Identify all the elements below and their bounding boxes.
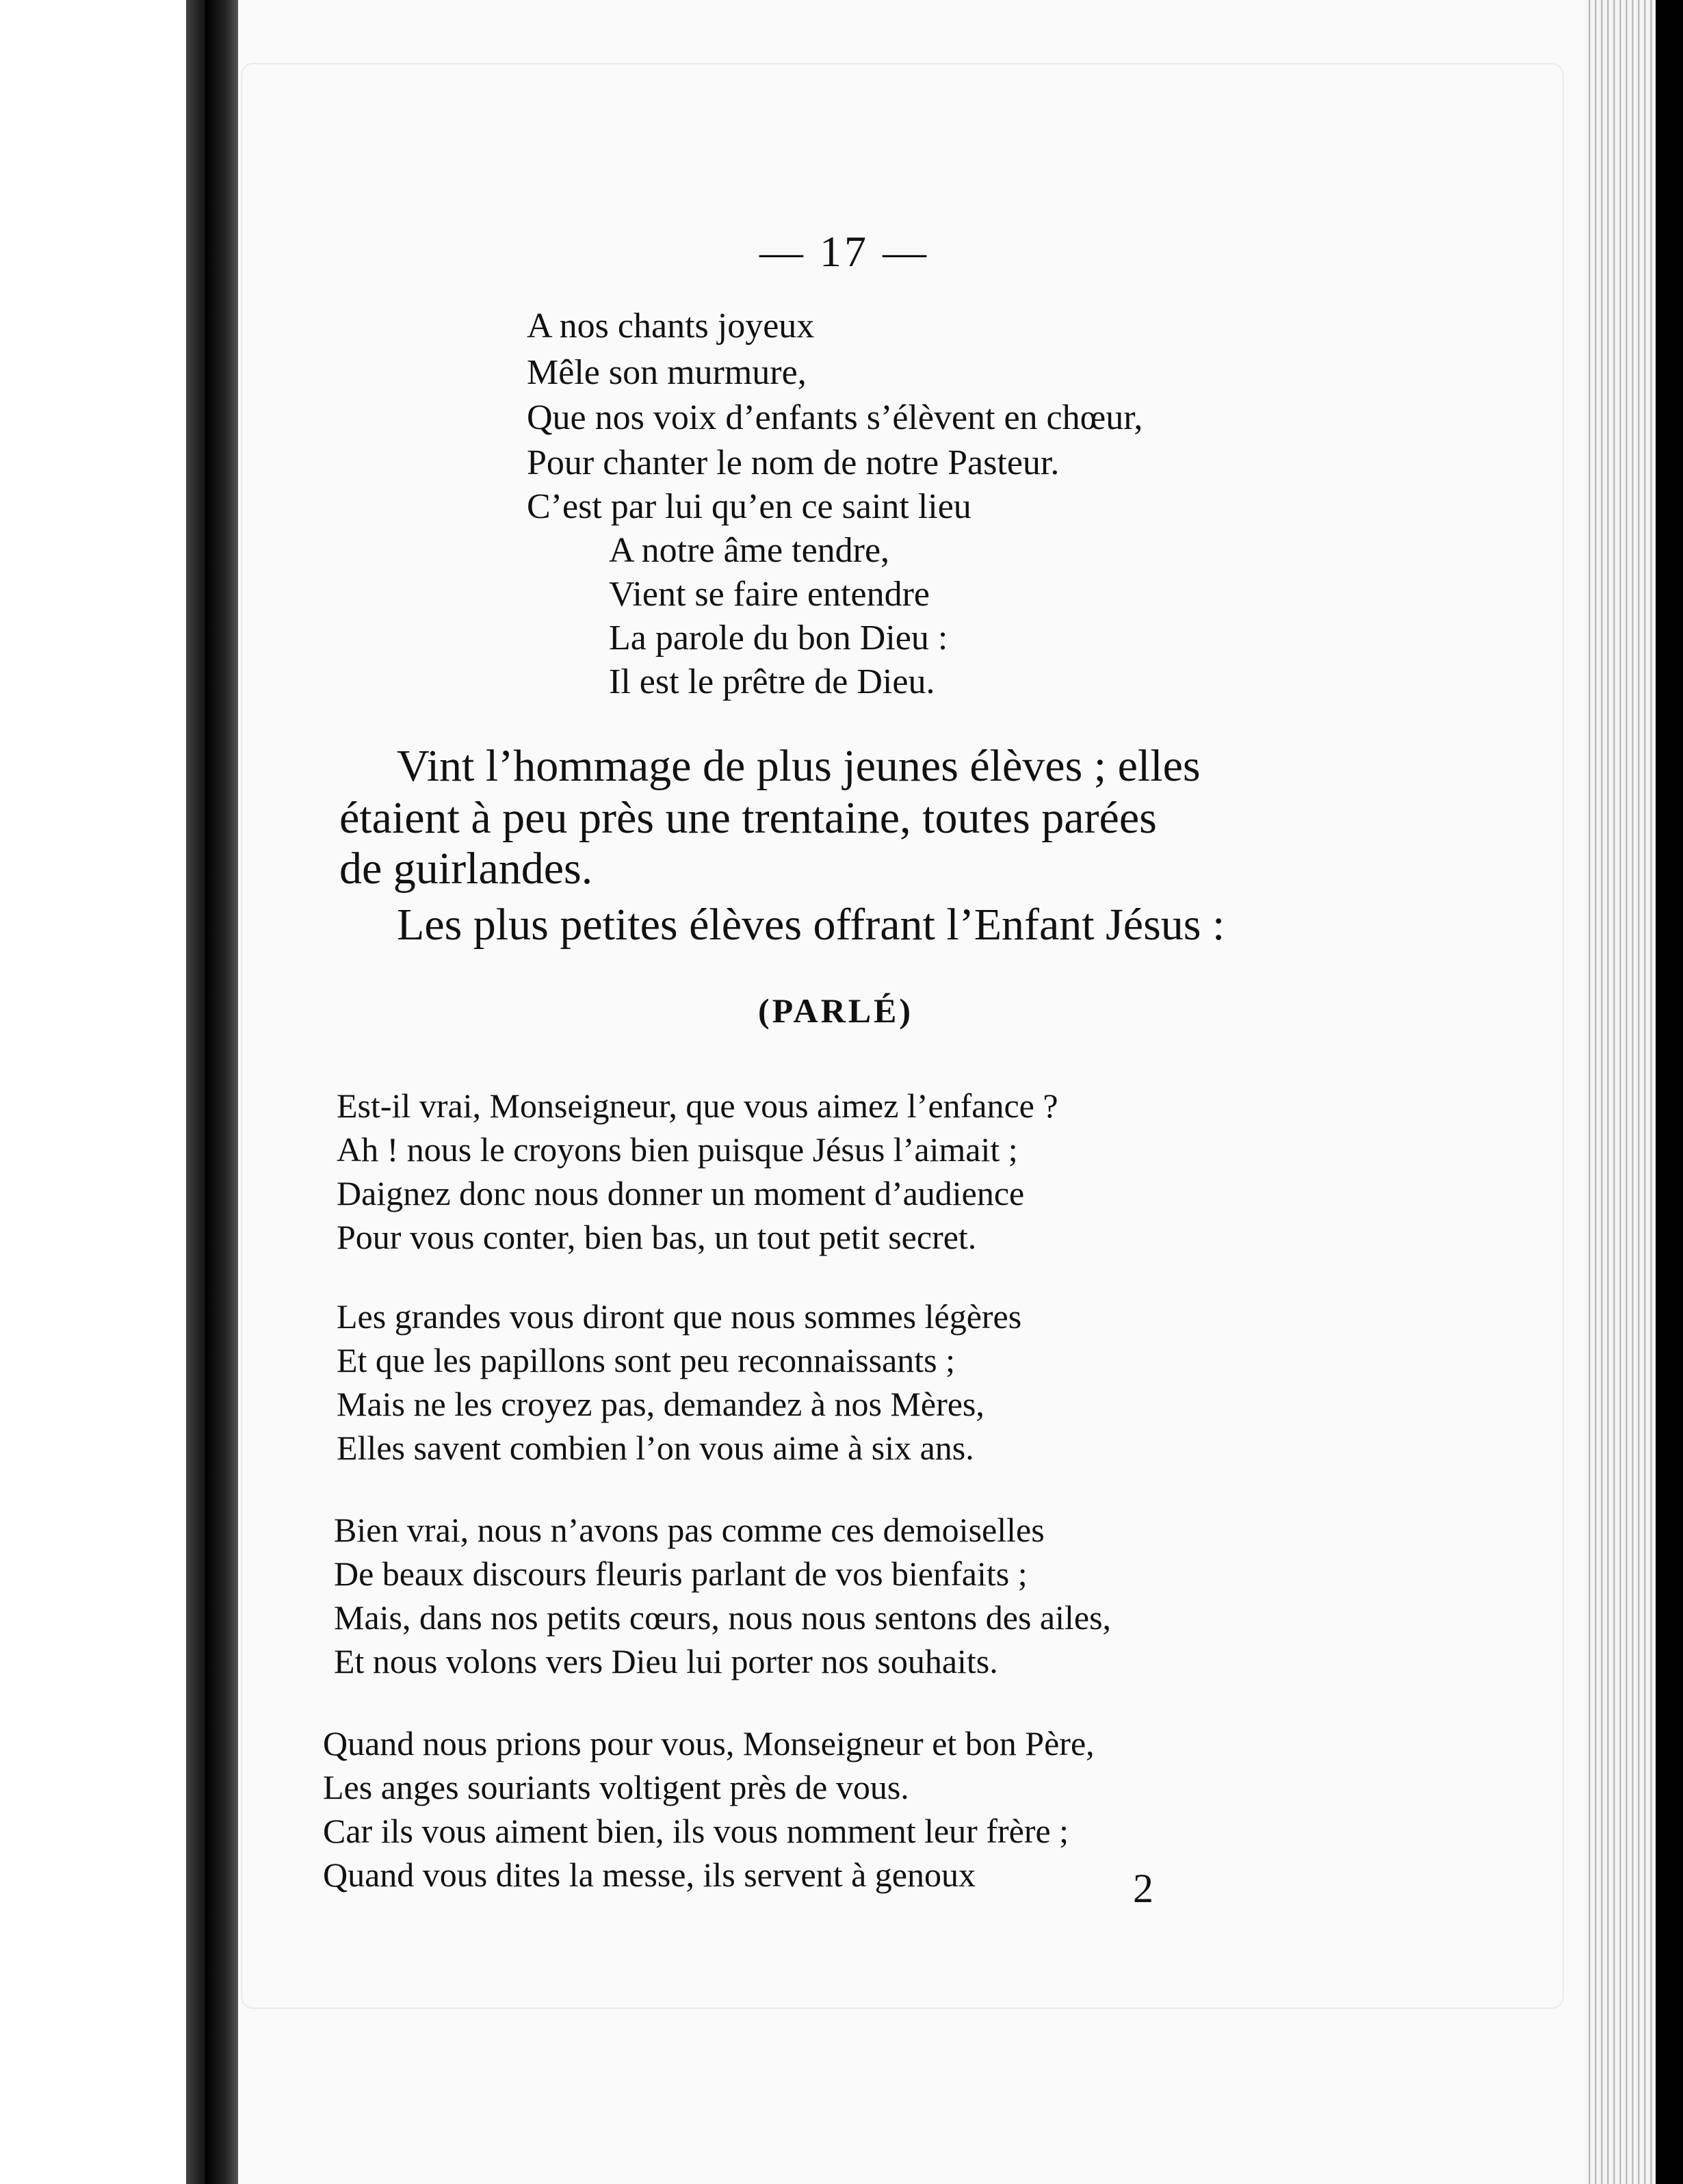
poem-line: C’est par lui qu’en ce saint lieu [527, 487, 971, 526]
verse-line: Car ils vous aiment bien, ils vous nomment leur frère ; [323, 1812, 1069, 1850]
prose-line: Les plus petites élèves offrant l’Enfant Jésus : [397, 900, 1225, 950]
verse-line: De beaux discours fleuris parlant de vos bienfaits ; [334, 1555, 1028, 1593]
verse-line: Quand nous prions pour vous, Monseigneur et bon Père, [323, 1724, 1095, 1763]
poem-line: A notre âme tendre, [609, 531, 890, 570]
verse-line: Ah ! nous le croyons bien puisque Jésus l’aimait ; [337, 1130, 1018, 1169]
verse-line: Daignez donc nous donner un moment d’audience [337, 1174, 1025, 1212]
book-gutter [205, 0, 238, 2184]
section-heading: (PARLÉ) [758, 991, 914, 1030]
prose-line: étaient à peu près une trentaine, toutes parées [339, 793, 1157, 843]
verse-line: Pour vous conter, bien bas, un tout petit secret. [337, 1218, 977, 1256]
verse-line: Elles savent combien l’on vous aime à six ans. [337, 1429, 974, 1467]
verse-line: Les anges souriants voltigent près de vous. [323, 1768, 909, 1806]
verse-line: Mais ne les croyez pas, demandez à nos Mères, [337, 1385, 984, 1423]
left-page-edge [0, 0, 205, 2184]
poem-line: Mêle son murmure, [527, 353, 807, 392]
poem-line: La parole du bon Dieu : [609, 619, 948, 658]
verse-line: Et nous volons vers Dieu lui porter nos souhaits. [334, 1642, 998, 1680]
page-plate-border [241, 63, 1564, 2009]
prose-line: de guirlandes. [339, 844, 593, 894]
verse-line: Est-il vrai, Monseigneur, que vous aimez l’enfance ? [337, 1087, 1058, 1125]
page-number: — 17 — [759, 227, 929, 276]
page-fore-edge [1584, 0, 1683, 2184]
poem-line: Il est le prêtre de Dieu. [609, 662, 935, 701]
verse-line: Et que les papillons sont peu reconnaissants ; [337, 1341, 956, 1379]
verse-line: Quand vous dites la messe, ils servent à genoux [323, 1856, 976, 1894]
poem-line: Que nos voix d’enfants s’élèvent en chœur, [527, 398, 1143, 437]
verse-line: Les grandes vous diront que nous sommes légères [337, 1297, 1022, 1336]
poem-line: Vient se faire entendre [609, 575, 930, 614]
poem-line: A nos chants joyeux [527, 307, 815, 346]
verse-line: Mais, dans nos petits cœurs, nous nous sentons des ailes, [334, 1598, 1112, 1637]
verse-line: Bien vrai, nous n’avons pas comme ces demoiselles [334, 1511, 1045, 1549]
prose-line: Vint l’hommage de plus jeunes élèves ; elles [397, 741, 1201, 791]
signature-mark: 2 [1133, 1866, 1153, 1911]
poem-line: Pour chanter le nom de notre Pasteur. [527, 443, 1060, 482]
